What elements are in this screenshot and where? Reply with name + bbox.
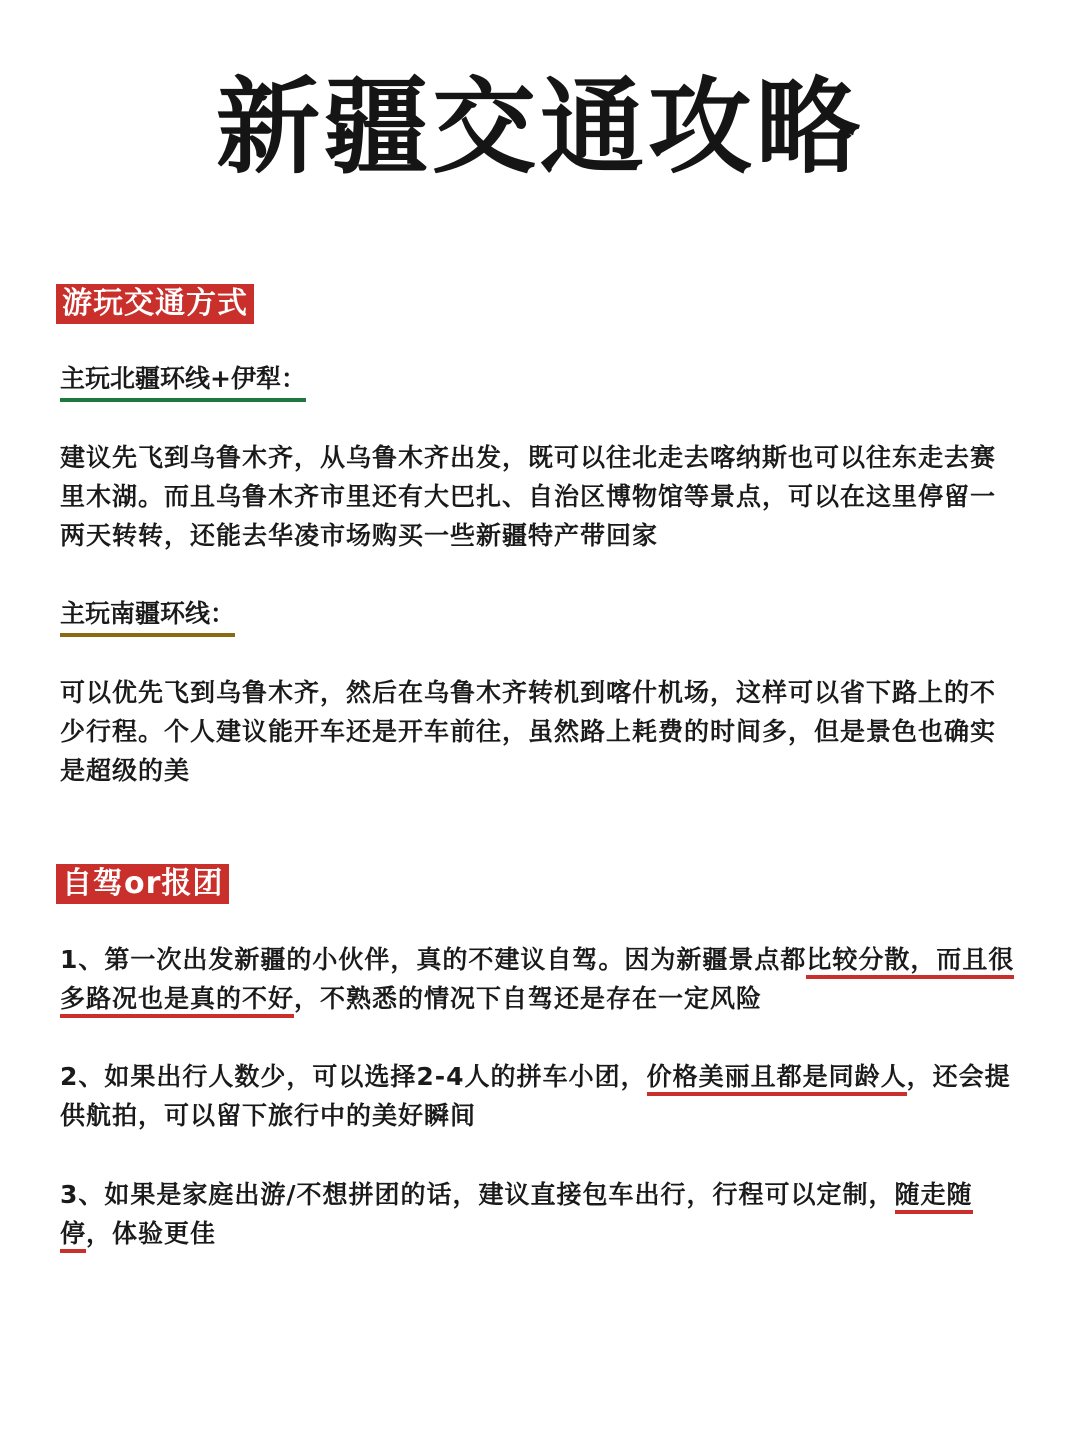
tip-item-1 — [60, 940, 1020, 1018]
tip-item-1-highlight: 比较分散，而且很多路况也是真的不好 — [60, 945, 1014, 1018]
tip-item-1-text: 1、第一次出发新疆的小伙伴，真的不建议自驾。因为新疆景点都 — [60, 945, 807, 974]
section-tag-transport: 游玩交通方式 — [56, 284, 254, 324]
section-tag-drive-or-tour: 自驾or报团 — [56, 864, 229, 904]
tip-item-2-highlight: 价格美丽且都是同龄人 — [647, 1062, 907, 1096]
tip-item-3-text: 3、如果是家庭出游/不想拼团的话，建议直接包车出行，行程可以定制， — [60, 1180, 895, 1209]
tip-item-1-text-end: ，不熟悉的情况下自驾还是存在一定风险 — [294, 984, 763, 1013]
tip-item-3 — [60, 1175, 1020, 1253]
tip-item-2-text-end: ，还会提供航拍，可以留下旅行中的美好瞬间 — [60, 1062, 1011, 1130]
tip-item-2-text: 2、如果出行人数少，可以选择2-4人的拼车小团， — [60, 1062, 647, 1091]
page-title: 新疆交通攻略 — [215, 66, 864, 188]
south-route-body: 可以优先飞到乌鲁木齐，然后在乌鲁木齐转机到喀什机场，这样可以省下路上的不少行程。个人建议能开车还是开车前往，虽然路上耗费的时间多，但是景色也确实是超级的美 — [60, 678, 997, 785]
tip-item-2 — [60, 1057, 1020, 1135]
tip-item-3-highlight: 随走随停 — [60, 1180, 973, 1253]
tip-item-3-text-end: ，体验更佳 — [86, 1219, 217, 1248]
south-route-heading: 主玩南疆环线： — [60, 597, 235, 637]
north-route-heading: 主玩北疆环线+伊犁： — [60, 362, 306, 402]
north-route-body: 建议先飞到乌鲁木齐，从乌鲁木齐出发，既可以往北走去喀纳斯也可以往东走去赛里木湖。而且乌鲁木齐市里还有大巴扎、自治区博物馆等景点，可以在这里停留一两天转转，还能去华凌市场购买一些新疆特产带回家 — [60, 443, 997, 550]
